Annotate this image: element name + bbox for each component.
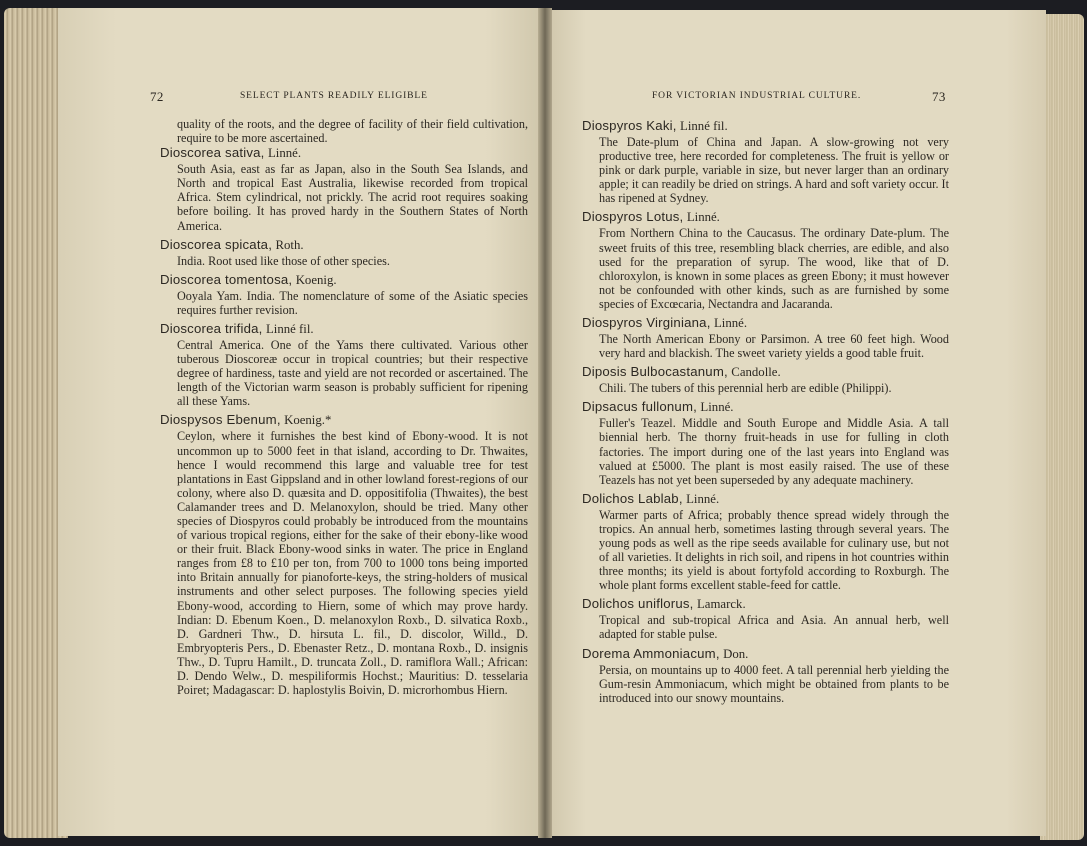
right-page-edges	[1040, 14, 1084, 840]
entry	[160, 412, 528, 698]
intro-paragraph: quality of the roots, and the degree of facility of their field cultivation, require to be more ascertained.	[177, 117, 528, 146]
species-name: Dioscorea trifida,	[160, 320, 263, 336]
entry-heading	[582, 209, 949, 225]
species-name: Diposis Bulbocastanum,	[582, 364, 728, 380]
entry-text: From Northern China to the Caucasus. The ordinary Date-plum. The sweet fruits of this tree, resembling black cherries, are edible, and also used for the preparation of syrup. The wood, like that of D. chloroxylon, is known in some places as green Ebony; it must however not be confounded with other kinds, such as are furnished by some species of Excœcaria, Nectandra and Jacaranda.	[599, 226, 949, 311]
entry-heading	[582, 364, 949, 380]
entry-text: The Date-plum of China and Japan. A slow-growing not very productive tree, here recorded for completeness. The fruit is yellow or pink or dark purple, variable in size, but never larger than an ordinary apple; it can readily be dried on strings. A hard and soft variety occur. It has ripened at Sydney.	[599, 135, 949, 206]
species-name: Diospyros Lotus,	[582, 209, 684, 225]
species-name: Dioscorea tomentosa,	[160, 271, 293, 287]
entry-text: Warmer parts of Africa; probably thence spread widely through the tropics. An annual herb, sometimes lasting through several years. The young pods as well as the ripe seeds available for culinary use, but not of all varieties. It delights in rich soil, and ripens in hot countries within three months; its yield is about fortyfold according to Roxburgh. The whole plant forms excellent stable-feed for cattle.	[599, 507, 949, 593]
authority: Linné.	[713, 316, 748, 331]
authority: Linné.	[686, 491, 720, 506]
entry-heading	[160, 412, 528, 428]
authority: Koenig.*	[284, 413, 332, 428]
entry	[582, 364, 949, 396]
authority: Roth.	[275, 237, 304, 252]
authority: Koenig.	[295, 272, 337, 287]
entry-heading	[582, 596, 949, 612]
entry-heading	[582, 315, 949, 331]
species-name: Dioscorea spicata,	[160, 236, 273, 252]
entry	[160, 271, 528, 317]
entry-text: Chili. The tubers of this perennial herb are edible (Philippi).	[599, 381, 892, 396]
entry-heading	[582, 646, 949, 662]
left-page-text	[160, 117, 528, 701]
entry-text: India. Root used like those of other species.	[177, 253, 390, 268]
entry	[160, 320, 528, 409]
species-name: Diospyros Virginiana,	[582, 315, 711, 331]
entry	[582, 399, 949, 487]
authority: Linné fil.	[680, 119, 728, 133]
authority: Don.	[723, 646, 749, 661]
book-gutter	[538, 8, 552, 838]
species-name: Dolichos uniflorus,	[582, 596, 694, 612]
species-name: Dolichos Lablab,	[582, 490, 683, 506]
entry-text: Fuller's Teazel. Middle and South Europe and Middle Asia. A tall biennial herb. The thorny fruit-heads in use for fulling in cloth factories. The import during one of the last years into England was valued at £5000. The plant is most easily raised. The use of these Teazels has not yet been superseded by any adequate machinery.	[599, 416, 949, 487]
authority: Candolle.	[731, 365, 781, 380]
right-page-text	[582, 118, 949, 709]
entry-text: Ooyala Yam. India. The nomenclature of some of the Asiatic species requires further revision.	[177, 288, 528, 317]
entry-heading	[160, 145, 528, 161]
entry-text: Ceylon, where it furnishes the best kind of Ebony-wood. It is not uncommon up to 5000 feet in that island, according to Dr. Thwaites, hence I would recommend this large and valuable tree for test plantations in East Gippsland and in other lowland forest-regions of our colony, where also D. quæsita and D. oppositifolia (Thwaites), the best Calamander trees and D. Melanoxylon, should be tried. Many other species of Diospyros could probably be introduced from the mountains of various tropical regions, either for the sake of their ebony-like wood or their fruit. Black Ebony-wood sinks in water. The price in England ranges from £8 to £10 per ton, from 700 to 1000 tons being imported into Britain annually for pianoforte-keys, the string-holders of musical instruments and other select purposes. The following species yield Ebony-wood, according to Hiern, some of which may prove hardy. Indian: D. Ebenum Koen., D. melanoxylon Roxb., D. silvatica Roxb., D. Gardneri Thw., D. hirsuta L. fil., D. discolor, Willd., D. Embryopteris Pers., D. Ebenaster Retz., D. montana Roxb., D. insignis Thw., D. Tupru Hamilt., D. truncata Zoll., D. ramiflora Wall.; African: D. Dendo Welw., D. mespiliformis Hochst.; Mauritius: D. tesselaria Poiret; Madagascar: D. haplostylis Boivin, D. microrhombus Hiern.	[177, 429, 528, 698]
authority: Linné.	[686, 210, 720, 225]
entry	[582, 118, 949, 206]
entry	[582, 315, 949, 361]
entry-text: South Asia, east as far as Japan, also in the South Sea Islands, and North and tropical East Australia, likewise recorded from tropical Africa. Stem cylindrical, not prickly. The acrid root requires soaking before boiling. It has proved hardy in the Southern States of North America.	[177, 162, 528, 233]
species-name: Dipsacus fullonum,	[582, 399, 698, 415]
authority: Linné.	[700, 400, 734, 415]
right-page-header	[652, 90, 952, 106]
right-running-head: FOR VICTORIAN INDUSTRIAL CULTURE.	[652, 91, 862, 101]
left-running-head: SELECT PLANTS READILY ELIGIBLE	[240, 91, 428, 101]
entry	[160, 145, 528, 233]
entry-heading	[582, 118, 949, 134]
entry-heading	[160, 321, 528, 337]
entry-heading	[160, 237, 528, 253]
entry-text: The North American Ebony or Parsimon. A tree 60 feet high. Wood very hard and blackish. The sweet variety yields a good table fruit.	[599, 332, 949, 361]
entry	[582, 596, 949, 642]
left-page-header	[150, 90, 530, 106]
entry-heading	[160, 272, 528, 288]
entry-text: Central America. One of the Yams there cultivated. Various other tuberous Dioscoreæ occur in tropical countries; but their respective degree of hardiness, taste and yield are not recorded or ascertained. The length of the Victorian warm season is probably sufficient for ripening all these Yams.	[177, 337, 528, 409]
entry	[582, 490, 949, 593]
authority: Linné.	[267, 146, 302, 161]
entry-heading	[582, 491, 949, 507]
entry-heading	[582, 399, 949, 415]
entry	[160, 236, 528, 268]
entry	[582, 209, 949, 311]
authority: Linné fil.	[265, 321, 314, 336]
entry	[582, 645, 949, 705]
authority: Lamarck.	[696, 597, 746, 612]
species-name: Diospysos Ebenum,	[160, 412, 281, 428]
right-page-number: 73	[932, 89, 946, 104]
species-name: Diospyros Kaki,	[582, 118, 677, 133]
left-page-number: 72	[150, 89, 164, 104]
entry-text: Tropical and sub-tropical Africa and Asia. An annual herb, well adapted for stable pulse.	[599, 613, 949, 642]
species-name: Dioscorea sativa,	[160, 145, 265, 161]
entry-text: Persia, on mountains up to 4000 feet. A tall perennial herb yielding the Gum-resin Ammoniacum, which might be obtained from plants to be introduced into our snowy mountains.	[599, 662, 949, 705]
species-name: Dorema Ammoniacum,	[582, 645, 720, 661]
